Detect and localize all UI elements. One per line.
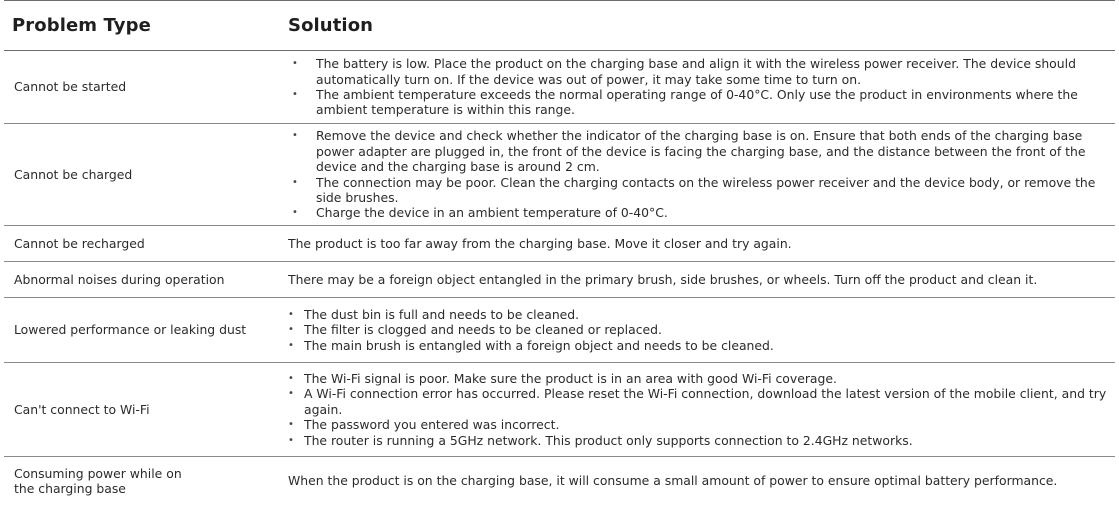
solution-cell: When the product is on the charging base, it will consume a small amount of power to ensure optimal battery performance. <box>288 473 1058 489</box>
troubleshooting-table <box>4 0 1115 505</box>
header-row <box>4 1 1115 51</box>
solution-header: Solution <box>276 1 1115 51</box>
solution-bullet: • A Wi-Fi connection error has occurred. Please reset the Wi-Fi connection, download the latest version of the mobile client, and try again. <box>288 386 1111 417</box>
problem-line: Consuming power while on <box>14 465 182 481</box>
solution-bullet: • The battery is low. Place the product on the charging base and align it with the wireless power receiver. The device should automatically turn on. If the device was out of power, it may take some time to turn on. <box>288 56 1111 87</box>
solution-list <box>288 371 1111 448</box>
problem-cell: Cannot be charged <box>4 124 276 226</box>
solution-cell <box>276 51 1115 124</box>
problem-cell: Cannot be recharged <box>4 226 276 262</box>
table-row <box>4 262 1115 298</box>
table-row <box>4 124 1115 226</box>
solution-cell: The product is too far away from the charging base. Move it closer and try again. <box>276 226 1115 262</box>
table-row <box>4 457 1115 506</box>
solution-bullet: • The router is running a 5GHz network. This product only supports connection to 2.4GHz networks. <box>288 433 1111 448</box>
solution-list <box>288 56 1111 118</box>
solution-bullet: • The main brush is entangled with a foreign object and needs to be cleaned. <box>288 338 1111 353</box>
solution-cell: There may be a foreign object entangled in the primary brush, side brushes, or wheels. Turn off the product and clean it. <box>276 262 1115 298</box>
table-row <box>4 363 1115 457</box>
solution-bullet: • The Wi-Fi signal is poor. Make sure the product is in an area with good Wi-Fi coverage. <box>288 371 1111 386</box>
table-body <box>4 51 1115 506</box>
solution-cell <box>276 124 1115 226</box>
solution-bullet: • The connection may be poor. Clean the charging contacts on the wireless power receiver and the device body, or remove the side brushes. <box>288 175 1111 206</box>
problem-cell <box>4 457 276 506</box>
problem-cell: Abnormal noises during operation <box>4 262 276 298</box>
problem-line: the charging base <box>14 481 126 496</box>
solution-cell <box>276 298 1115 363</box>
troubleshooting-document <box>4 0 1115 505</box>
table-row <box>4 226 1115 262</box>
problem-cell: Can't connect to Wi-Fi <box>4 363 276 457</box>
problem-cell: Lowered performance or leaking dust <box>4 298 276 363</box>
problem-cell: Cannot be started <box>4 51 276 124</box>
solution-list <box>288 128 1111 220</box>
solution-bullet: • The ambient temperature exceeds the normal operating range of 0-40°C. Only use the product in environments where the ambient temperature is within this range. <box>288 87 1111 118</box>
solution-bullet: • The dust bin is full and needs to be cleaned. <box>288 307 1111 322</box>
solution-bullet: • Charge the device in an ambient temperature of 0-40°C. <box>288 205 1111 220</box>
solution-bullet: • The password you entered was incorrect. <box>288 417 1111 432</box>
table-row <box>4 51 1115 124</box>
solution-list <box>288 307 1111 353</box>
solution-bullet: • Remove the device and check whether the indicator of the charging base is on. Ensure that both ends of the charging base power adapter are plugged in, the front of the device is facing the charging base, and the distance between the front of the device and the charging base is around 2 cm. <box>288 128 1111 174</box>
table-row <box>4 298 1115 363</box>
solution-cell <box>276 363 1115 457</box>
problem-type-header: Problem Type <box>4 1 276 51</box>
solution-bullet: • The filter is clogged and needs to be cleaned or replaced. <box>288 322 1111 337</box>
table-header <box>4 1 1115 51</box>
